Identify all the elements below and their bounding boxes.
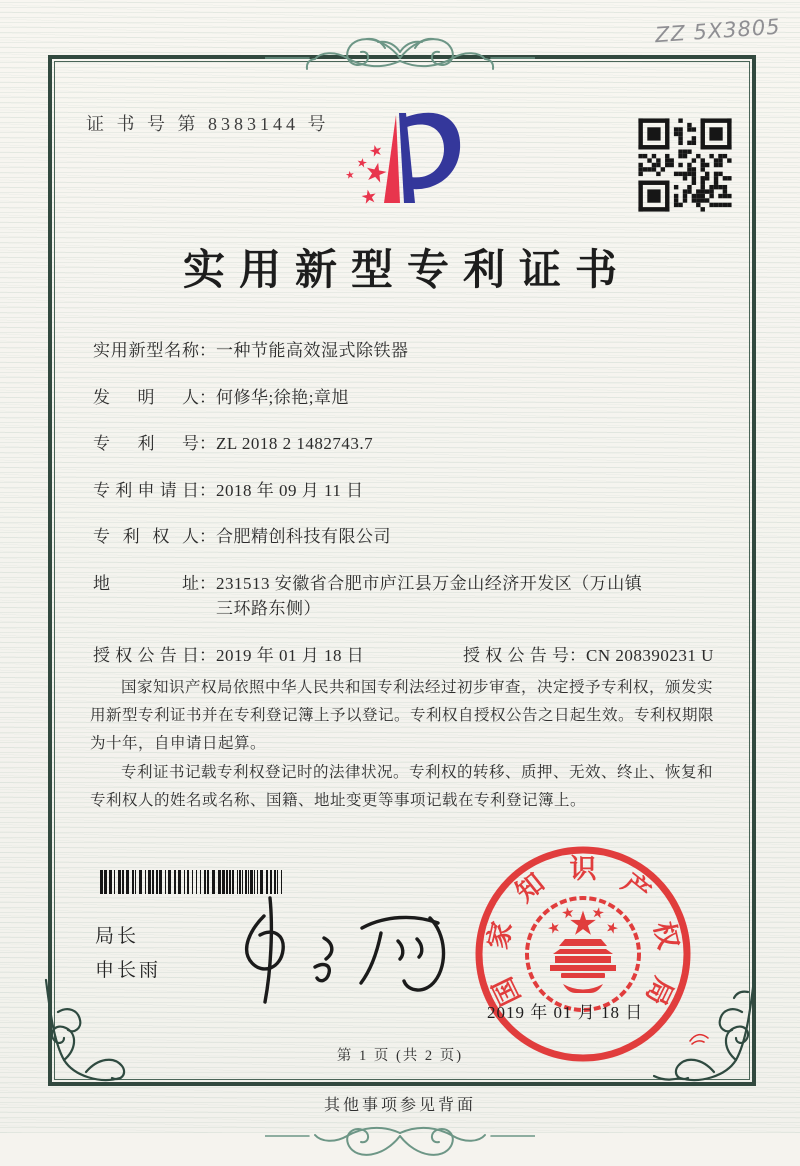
svg-text:局: 局 [639,972,679,1010]
field-value: ZL 2018 2 1482743.7 [216,434,374,453]
signature-icon [212,888,452,1008]
legal-text [90,674,714,815]
field-value: 231513 安徽省合肥市庐江县万金山经济开发区（万山镇三环路东侧） [216,573,643,618]
footer-note: 其他事项参见背面 [323,1097,476,1114]
corner-flourish-icon [40,972,150,1087]
svg-text:国: 国 [487,972,527,1010]
field-label: 授权公告号 [463,645,569,665]
signer-title: 局长 [95,926,140,947]
legal-paragraph: 国家知识产权局依照中华人民共和国专利法经过初步审查，决定授予专利权，颁发实用新型专利证书并在专利登记簿上予以登记。专利权自授权公告之日起生效。专利权期限为十年，自申请日起算。 [90,679,715,753]
field-row-address: 地址 ： 231513 安徽省合肥市庐江县万金山经济开发区（万山镇三环路东侧） [93,571,718,622]
grant-no-value: CN 208390231 U [586,645,714,665]
svg-text:家: 家 [482,918,518,952]
legal-paragraph: 专利证书记载专利权登记时的法律状况。专利权的转移、质押、无效、终止、恢复和专利权人的姓名或名称、国籍、地址变更等事项记载在专利登记簿上。 [90,763,714,809]
field-value: 一种节能高效湿式除铁器 [216,341,409,360]
field-label: 专利申请日 [93,480,199,500]
field-label: 专利号 [93,434,199,453]
signer-name: 申长雨 [95,960,162,982]
svg-text:知: 知 [509,867,550,908]
field-label: 专利权人 [93,527,199,546]
field-row-grant: 授权公告日 ： 2019 年 01 月 18 日 授权公告号 ： CN 208390231 U [93,643,718,669]
cnipa-logo-icon [332,105,492,240]
field-label: 授权公告日 [93,645,199,665]
field-row-patent-no: 专利号 ： ZL 2018 2 1482743.7 [93,431,718,457]
field-row-filing-date: 专利申请日 ： 2018 年 09 月 11 日 [93,478,718,504]
certificate-title: 实用新型专利证书 [182,248,631,294]
field-value: 2018 年 09 月 11 日 [216,480,364,500]
handwritten-code: ZZ 5X3805 [654,14,782,48]
flourish-ornament-icon [265,28,535,82]
field-label: 地址 [93,573,199,593]
grant-date-value: 2019 年 01 月 18 日 [216,645,365,665]
field-row-inventors: 发明人 ： 何修华;徐艳;章旭 [93,385,718,411]
field-row-name: 实用新型名称 ： 一种节能高效湿式除铁器 [93,338,718,364]
field-value: 何修华;徐艳;章旭 [216,387,349,407]
flourish-ornament-icon [265,1112,535,1166]
field-list [93,338,718,689]
field-label: 实用新型名称 [93,341,199,360]
official-seal [472,843,694,1065]
seal-date: 2019 年 01 月 18 日 [487,1003,644,1022]
svg-text:产: 产 [616,867,657,908]
page-number: 第 1 页 (共 2 页) [336,1048,464,1064]
signer-block [95,920,161,988]
svg-text:权: 权 [648,918,684,952]
field-row-patentee: 专利权人 ： 合肥精创科技有限公司 [93,524,718,550]
qr-code [634,114,736,216]
certificate-number: 证 书 号 第 8383144 号 [86,114,330,134]
svg-text:识: 识 [569,854,597,884]
field-label: 发明人 [93,387,199,407]
field-value: 合肥精创科技有限公司 [216,527,391,546]
